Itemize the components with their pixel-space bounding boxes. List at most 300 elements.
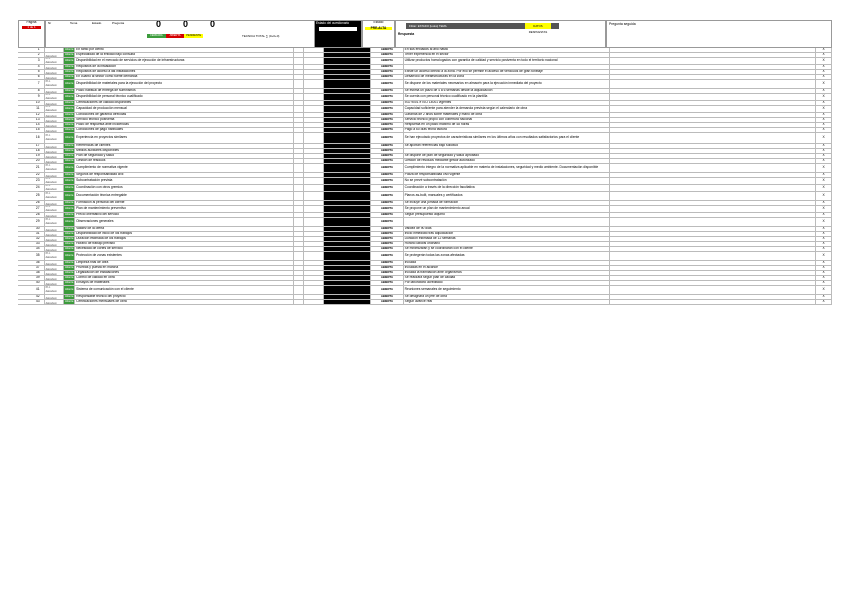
row-followup[interactable] xyxy=(610,300,816,304)
row-extra xyxy=(304,106,324,112)
questionnaire-sheet xyxy=(18,20,832,304)
row-status[interactable]: Abierta xyxy=(65,173,74,177)
row-mark[interactable]: X xyxy=(816,247,832,251)
row-state[interactable]: ABIERTA xyxy=(371,53,403,57)
row-spacer xyxy=(294,101,305,105)
row-status[interactable]: Abierta xyxy=(64,133,75,143)
row-answer[interactable]: Gestión de residuos mediante gestor autorizado xyxy=(404,159,611,163)
row-answer[interactable]: Cumplimiento íntegro de la normativa aplicable en materia de instalaciones, seguridad y medio ambiente. Documentación disponible xyxy=(404,164,611,172)
row-followup[interactable] xyxy=(610,247,816,251)
row-extra xyxy=(304,300,324,304)
row-state[interactable]: ABIERTA xyxy=(371,173,403,177)
row-state[interactable]: ABIERTA xyxy=(371,159,403,163)
row-followup[interactable] xyxy=(610,144,816,148)
row-state[interactable]: ABIERTA xyxy=(371,149,403,153)
row-mark[interactable]: X xyxy=(816,118,832,122)
row-mark[interactable]: X xyxy=(816,185,832,191)
table-row[interactable] xyxy=(18,218,832,227)
filter-label: Filtrar: ESTADO [todos] TEMA xyxy=(409,24,447,28)
row-status[interactable]: Abierta xyxy=(65,207,74,211)
row-state[interactable]: ABIERTA xyxy=(371,118,403,122)
row-extra xyxy=(304,242,324,246)
row-number: 40 xyxy=(18,281,45,285)
row-mark[interactable]: X xyxy=(816,128,832,132)
row-black-cell xyxy=(324,164,371,172)
legend-closed: CERRADA xyxy=(147,34,166,38)
row-mark[interactable]: X xyxy=(816,261,832,265)
row-state[interactable]: ABIERTA xyxy=(371,286,403,294)
row-mark[interactable]: X xyxy=(816,276,832,280)
row-answer[interactable]: Se minimizarán y se coordinarán con el cliente xyxy=(404,247,611,251)
row-state[interactable]: ABIERTA xyxy=(371,70,403,74)
row-state[interactable]: ABIERTA xyxy=(371,101,403,105)
row-mark[interactable]: X xyxy=(816,144,832,148)
row-state[interactable]: ABIERTA xyxy=(371,133,403,143)
row-status[interactable]: Abierta xyxy=(65,266,74,270)
row-answer[interactable]: Se cuenta con personal técnico cualificado en la plantilla xyxy=(404,94,611,100)
row-answer[interactable]: Duración estimada de 12 semanas xyxy=(404,237,611,241)
row-spacer xyxy=(294,80,305,88)
row-mark[interactable]: X xyxy=(816,213,832,217)
row-mark[interactable]: X xyxy=(816,154,832,158)
row-state[interactable]: ABIERTA xyxy=(371,266,403,270)
row-followup[interactable] xyxy=(610,213,816,217)
row-mark[interactable]: X xyxy=(816,201,832,205)
row-extra xyxy=(304,133,324,143)
table-row[interactable] xyxy=(18,286,832,295)
row-mark[interactable]: X xyxy=(816,133,832,143)
row-state[interactable]: ABIERTA xyxy=(371,218,403,226)
row-number: 33 xyxy=(18,242,45,246)
row-status[interactable]: Abierta xyxy=(65,227,74,231)
row-answer[interactable]: Por laboratorio acreditado xyxy=(404,281,611,285)
row-black-cell xyxy=(324,178,371,184)
row-answer[interactable]: Reuniones semanales de seguimiento xyxy=(404,286,611,294)
row-black-cell xyxy=(324,266,371,270)
row-status[interactable]: Abierta xyxy=(65,123,74,127)
status-input[interactable] xyxy=(319,27,357,31)
row-status[interactable]: Abierta xyxy=(65,101,74,105)
row-followup[interactable] xyxy=(610,173,816,177)
row-followup[interactable] xyxy=(610,80,816,88)
row-status[interactable]: Abierta xyxy=(64,252,75,260)
row-answer[interactable]: Utilizar productos homologados con garantía de calidad y servicio postventa en todo el territorio nacional xyxy=(404,58,611,64)
row-state[interactable]: ABIERTA xyxy=(371,247,403,251)
row-number: 36 xyxy=(18,261,45,265)
row-followup[interactable] xyxy=(610,94,816,100)
row-answer[interactable]: Incluidas en el alcance xyxy=(404,266,611,270)
row-state[interactable]: ABIERTA xyxy=(371,89,403,93)
row-state[interactable]: ABIERTA xyxy=(371,48,403,52)
sheet-header xyxy=(18,20,832,48)
row-state[interactable]: ABIERTA xyxy=(371,123,403,127)
row-status[interactable]: Abierta xyxy=(65,59,74,63)
row-black-cell xyxy=(324,94,371,100)
row-followup[interactable] xyxy=(610,89,816,93)
row-status[interactable]: Abierta xyxy=(65,113,74,117)
row-black-cell xyxy=(324,252,371,260)
row-answer[interactable]: Se dispone de los materiales necesarios en almacén para la ejecución inmediata del proyecto xyxy=(404,80,611,88)
row-extra xyxy=(304,144,324,148)
page-value[interactable]: 1 de 1 xyxy=(22,26,41,30)
legend-pending: PENDIENTE xyxy=(186,34,202,37)
row-mark[interactable]: X xyxy=(816,232,832,236)
row-topic: datos/tem xyxy=(45,300,65,304)
row-number: 7 xyxy=(18,80,45,88)
row-topic: datos/tem xyxy=(45,118,65,122)
row-followup[interactable] xyxy=(610,149,816,153)
row-extra xyxy=(304,261,324,265)
row-state[interactable]: ABIERTA xyxy=(371,128,403,132)
row-answer[interactable]: Existe un acceso directo a la zona. Por ello se permite el acceso de vehículos de gran tonelaje xyxy=(404,70,611,74)
row-mark[interactable]: X xyxy=(816,286,832,294)
row-mark[interactable]: X xyxy=(816,300,832,304)
row-answer[interactable]: Respuesta en un plazo máximo de 48 horas xyxy=(404,123,611,127)
row-followup[interactable] xyxy=(610,252,816,260)
row-answer[interactable] xyxy=(404,65,611,69)
row-state[interactable]: ABIERTA xyxy=(371,192,403,200)
row-answer[interactable]: ISO 9001 e ISO 14001 vigentes xyxy=(404,101,611,105)
row-status[interactable]: Abierta xyxy=(65,295,74,299)
row-status[interactable]: Abierta xyxy=(65,144,74,148)
row-black-cell xyxy=(324,75,371,79)
row-followup[interactable] xyxy=(610,271,816,275)
row-spacer xyxy=(294,106,305,112)
row-status[interactable]: Abierta xyxy=(65,242,74,246)
state-value[interactable]: PRE-ALTA xyxy=(365,27,392,31)
row-followup[interactable] xyxy=(610,164,816,172)
row-extra xyxy=(304,201,324,205)
row-status[interactable]: Abierta xyxy=(65,128,74,132)
table-row[interactable] xyxy=(18,106,832,113)
row-black-cell xyxy=(324,227,371,231)
row-status[interactable]: Abierta xyxy=(65,149,74,153)
row-status[interactable]: Abierta xyxy=(65,48,74,52)
row-mark[interactable]: X xyxy=(816,252,832,260)
row-answer[interactable]: Se propone un plan de mantenimiento anual xyxy=(404,206,611,212)
table-row[interactable] xyxy=(18,178,832,185)
row-state[interactable]: ABIERTA xyxy=(371,213,403,217)
row-followup[interactable] xyxy=(610,192,816,200)
row-state[interactable]: ABIERTA xyxy=(371,144,403,148)
row-followup[interactable] xyxy=(610,48,816,52)
row-extra xyxy=(304,154,324,158)
row-status[interactable]: Abierta xyxy=(65,186,74,190)
row-number: 4 xyxy=(18,65,45,69)
row-mark[interactable]: X xyxy=(816,271,832,275)
row-state[interactable]: ABIERTA xyxy=(371,58,403,64)
row-mark[interactable]: X xyxy=(816,101,832,105)
row-followup[interactable] xyxy=(610,154,816,158)
row-state[interactable]: ABIERTA xyxy=(371,154,403,158)
row-followup[interactable] xyxy=(610,185,816,191)
page-indicator xyxy=(18,20,45,48)
row-answer[interactable]: Se aportan referencias bajo solicitud xyxy=(404,144,611,148)
table-row[interactable] xyxy=(18,164,832,173)
row-extra xyxy=(304,178,324,184)
row-answer[interactable]: Servicio técnico propio con cobertura nacional xyxy=(404,118,611,122)
row-state[interactable]: ABIERTA xyxy=(371,281,403,285)
row-extra xyxy=(304,276,324,280)
row-black-cell xyxy=(324,276,371,280)
row-extra xyxy=(304,271,324,275)
row-followup[interactable] xyxy=(610,286,816,294)
row-state[interactable]: ABIERTA xyxy=(371,113,403,117)
row-answer[interactable]: No se prevé subcontratación xyxy=(404,178,611,184)
row-state[interactable]: ABIERTA xyxy=(371,65,403,69)
row-status[interactable]: Abierta xyxy=(65,261,74,265)
row-number: 35 xyxy=(18,252,45,260)
row-mark[interactable]: X xyxy=(816,149,832,153)
row-state[interactable]: ABIERTA xyxy=(371,94,403,100)
row-number: 18 xyxy=(18,149,45,153)
row-followup[interactable] xyxy=(610,178,816,184)
row-mark[interactable]: X xyxy=(816,206,832,212)
row-mark[interactable]: X xyxy=(816,89,832,93)
row-status[interactable]: Abierta xyxy=(65,237,74,241)
row-status[interactable]: Abierta xyxy=(65,276,74,280)
row-status[interactable]: Abierta xyxy=(65,271,74,275)
row-followup[interactable] xyxy=(610,65,816,69)
row-mark[interactable]: X xyxy=(816,75,832,79)
row-state[interactable]: ABIERTA xyxy=(371,185,403,191)
row-black-cell xyxy=(324,118,371,122)
row-followup[interactable] xyxy=(610,106,816,112)
row-followup[interactable] xyxy=(610,113,816,117)
row-followup[interactable] xyxy=(610,101,816,105)
row-status[interactable]: Abierta xyxy=(64,192,75,200)
row-followup[interactable] xyxy=(610,281,816,285)
row-followup[interactable] xyxy=(610,242,816,246)
row-status[interactable]: Abierta xyxy=(64,286,75,294)
row-number: 13 xyxy=(18,118,45,122)
row-question: Plan de mantenimiento preventivo xyxy=(75,206,294,212)
row-status[interactable]: Abierta xyxy=(65,300,74,304)
row-question: Control de calidad en obra xyxy=(75,276,294,280)
row-status[interactable]: Abierta xyxy=(65,118,74,122)
row-topic: datos/tem xyxy=(45,53,65,57)
row-state[interactable]: ABIERTA xyxy=(371,232,403,236)
row-followup[interactable] xyxy=(610,58,816,64)
row-spacer xyxy=(294,89,305,93)
row-answer[interactable]: Incluida xyxy=(404,261,611,265)
row-mark[interactable]: X xyxy=(816,70,832,74)
row-status[interactable]: Abierta xyxy=(65,70,74,74)
row-status[interactable]: Abierta xyxy=(65,281,74,285)
row-answer[interactable] xyxy=(404,149,611,153)
row-status[interactable]: Abierta xyxy=(65,201,74,205)
row-state[interactable]: ABIERTA xyxy=(371,106,403,112)
row-status[interactable]: Abierta xyxy=(65,247,74,251)
row-mark[interactable]: X xyxy=(816,242,832,246)
row-answer[interactable]: Capacidad suficiente para atender la demanda prevista según el calendario de obra xyxy=(404,106,611,112)
row-answer[interactable]: Póliza de responsabilidad civil vigente xyxy=(404,173,611,177)
row-followup[interactable] xyxy=(610,118,816,122)
row-black-cell xyxy=(324,48,371,52)
row-answer[interactable]: Se dispone de plan de seguridad y salud aprobado xyxy=(404,154,611,158)
row-black-cell xyxy=(324,286,371,294)
row-mark[interactable]: X xyxy=(816,106,832,112)
row-question: Condiciones de garantía ofrecidas xyxy=(75,113,294,117)
row-followup[interactable] xyxy=(610,128,816,132)
row-mark[interactable]: X xyxy=(816,159,832,163)
row-black-cell xyxy=(324,149,371,153)
row-status[interactable]: Abierta xyxy=(65,53,74,57)
row-spacer xyxy=(294,206,305,212)
row-answer[interactable]: Garantía de 2 años sobre materiales y mano de obra xyxy=(404,113,611,117)
row-state[interactable]: ABIERTA xyxy=(371,261,403,265)
row-topic: Pr.c. datos/tem xyxy=(45,185,65,191)
row-status[interactable]: Abierta xyxy=(65,159,74,163)
row-followup[interactable] xyxy=(610,123,816,127)
row-status[interactable]: Abierta xyxy=(65,89,74,93)
row-answer[interactable]: Coordinación a través de la dirección facultativa xyxy=(404,185,611,191)
row-mark[interactable]: X xyxy=(816,227,832,231)
row-state[interactable]: ABIERTA xyxy=(371,252,403,260)
row-answer[interactable]: Desarrollo de infraestructuras en la zona xyxy=(404,75,611,79)
row-answer[interactable]: Según presupuesto adjunto xyxy=(404,213,611,217)
row-answer[interactable]: Se realizará según plan de calidad xyxy=(404,276,611,280)
row-extra xyxy=(304,232,324,236)
row-question: Requisitos de acceso a las instalaciones xyxy=(75,70,294,74)
row-status[interactable]: Abierta xyxy=(65,107,74,111)
responses-flag[interactable]: DATOS RESPUESTAS xyxy=(525,23,551,29)
row-mark[interactable]: X xyxy=(816,218,832,226)
row-followup[interactable] xyxy=(610,53,816,57)
table-row[interactable] xyxy=(18,192,832,201)
row-answer[interactable]: Se han ejecutado proyectos de características similares en los últimos años con resultados satisfactorios para el cliente xyxy=(404,133,611,143)
row-followup[interactable] xyxy=(610,206,816,212)
row-state[interactable]: ABIERTA xyxy=(371,164,403,172)
row-mark[interactable]: X xyxy=(816,295,832,299)
row-spacer xyxy=(294,178,305,184)
row-mark[interactable]: X xyxy=(816,58,832,64)
row-mark[interactable]: X xyxy=(816,281,832,285)
row-state[interactable]: ABIERTA xyxy=(371,242,403,246)
row-answer[interactable]: Inicio inmediato tras adjudicación xyxy=(404,232,611,236)
row-status[interactable]: Abierta xyxy=(65,75,74,79)
row-topic: datos/tem xyxy=(45,266,65,270)
table-row[interactable] xyxy=(18,300,832,305)
row-answer[interactable]: Horario laboral ordinario xyxy=(404,242,611,246)
row-followup[interactable] xyxy=(610,276,816,280)
row-followup[interactable] xyxy=(610,218,816,226)
row-extra xyxy=(304,159,324,163)
row-state[interactable]: ABIERTA xyxy=(371,178,403,184)
row-answer[interactable]: En sus enviados al año hasta xyxy=(404,48,611,52)
row-topic: datos/tem xyxy=(45,276,65,280)
table-row[interactable] xyxy=(18,206,832,213)
row-extra xyxy=(304,286,324,294)
row-status[interactable]: Abierta xyxy=(65,213,74,217)
row-followup[interactable] xyxy=(610,227,816,231)
row-status[interactable]: Abierta xyxy=(64,164,75,172)
row-answer[interactable]: Se incluye una jornada de formación xyxy=(404,201,611,205)
row-state[interactable]: ABIERTA xyxy=(371,201,403,205)
row-topic: datos/tem xyxy=(45,149,65,153)
row-answer[interactable]: Se protegerán todas las zonas afectadas xyxy=(404,252,611,260)
row-followup[interactable] xyxy=(610,159,816,163)
table-row[interactable] xyxy=(18,252,832,261)
followup-panel xyxy=(606,20,832,48)
row-status[interactable]: Abierta xyxy=(65,232,74,236)
row-status[interactable]: Abierta xyxy=(65,179,74,183)
row-mark[interactable]: X xyxy=(816,178,832,184)
row-mark[interactable]: X xyxy=(816,173,832,177)
row-followup[interactable] xyxy=(610,261,816,265)
table-row[interactable] xyxy=(18,58,832,65)
row-mark[interactable]: X xyxy=(816,192,832,200)
row-answer[interactable]: Tener experiencia en el sector xyxy=(404,53,611,57)
row-state[interactable]: ABIERTA xyxy=(371,227,403,231)
row-followup[interactable] xyxy=(610,133,816,143)
table-row[interactable] xyxy=(18,94,832,101)
row-mark[interactable]: X xyxy=(816,53,832,57)
row-spacer xyxy=(294,201,305,205)
row-status[interactable]: Abierta xyxy=(65,154,74,158)
row-followup[interactable] xyxy=(610,201,816,205)
row-state[interactable]: ABIERTA xyxy=(371,80,403,88)
row-state[interactable]: ABIERTA xyxy=(371,75,403,79)
row-status[interactable]: Abierta xyxy=(64,80,75,88)
row-answer[interactable]: Según avance real xyxy=(404,300,611,304)
row-status[interactable]: Abierta xyxy=(65,95,74,99)
row-answer[interactable]: Validez de 90 días xyxy=(404,227,611,231)
row-mark[interactable]: X xyxy=(816,48,832,52)
row-state[interactable]: ABIERTA xyxy=(371,276,403,280)
row-status[interactable]: Abierta xyxy=(64,218,75,226)
row-followup[interactable] xyxy=(610,237,816,241)
row-state[interactable]: ABIERTA xyxy=(371,271,403,275)
row-state[interactable]: ABIERTA xyxy=(371,206,403,212)
row-mark[interactable]: X xyxy=(816,80,832,88)
row-status[interactable]: Abierta xyxy=(65,65,74,69)
row-answer[interactable] xyxy=(404,218,611,226)
row-state[interactable]: ABIERTA xyxy=(371,237,403,241)
row-question: Plazo habitual de entrega de suministros xyxy=(75,89,294,93)
row-answer[interactable]: Pago a 60 días fecha factura xyxy=(404,128,611,132)
row-mark[interactable]: X xyxy=(816,164,832,172)
row-mark[interactable]: X xyxy=(816,266,832,270)
row-mark[interactable]: X xyxy=(816,123,832,127)
table-row[interactable] xyxy=(18,80,832,89)
row-mark[interactable]: X xyxy=(816,237,832,241)
row-answer[interactable]: Se estima un plazo de 4 a 6 semanas desde la adjudicación xyxy=(404,89,611,93)
row-state[interactable]: ABIERTA xyxy=(371,300,403,304)
table-row[interactable] xyxy=(18,133,832,144)
row-followup[interactable] xyxy=(610,70,816,74)
row-topic: datos/tem xyxy=(45,173,65,177)
row-answer[interactable]: Incluida la tramitación ante organismos xyxy=(404,271,611,275)
row-black-cell xyxy=(324,271,371,275)
row-question: Disponibilidad de materiales para la ejecución del proyecto xyxy=(75,80,294,88)
row-followup[interactable] xyxy=(610,266,816,270)
row-black-cell xyxy=(324,53,371,57)
row-mark[interactable]: X xyxy=(816,94,832,100)
row-answer[interactable]: Planos as-built, manuales y certificados xyxy=(404,192,611,200)
row-answer[interactable]: Se designará un jefe de obra xyxy=(404,295,611,299)
row-mark[interactable]: X xyxy=(816,113,832,117)
row-mark[interactable]: X xyxy=(816,65,832,69)
row-followup[interactable] xyxy=(610,295,816,299)
filter-bar[interactable] xyxy=(406,23,559,34)
table-row[interactable] xyxy=(18,185,832,192)
row-state[interactable]: ABIERTA xyxy=(371,295,403,299)
row-followup[interactable] xyxy=(610,75,816,79)
row-followup[interactable] xyxy=(610,232,816,236)
row-extra xyxy=(304,149,324,153)
row-topic: datos/tem xyxy=(45,65,65,69)
